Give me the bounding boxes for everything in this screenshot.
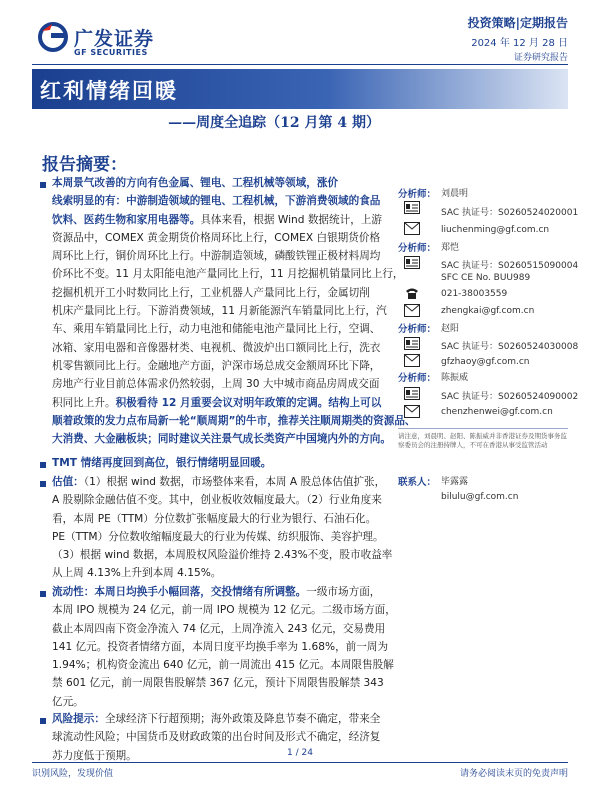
analyst-1-email[interactable]: liuchenming@gf.com.cn [441,225,550,235]
analyst-2-sfc: SFC CE No. BUU989 [441,273,531,283]
email-icon [404,304,420,317]
footer-divider [32,762,568,763]
paragraph-valuation [52,473,392,583]
report-date: 2024 年 12 月 28 日 [471,38,568,49]
analyst-4-sac: SAC 执证号：S0260524090002 [441,392,579,402]
text-line [52,357,416,375]
bullet-3 [40,481,46,487]
emphasis-text: 饮料、医药生物和家用电器等。 [52,213,201,226]
title-banner [32,69,568,109]
emphasis-text: 线索明显的有：中游制造领域的锂电、工程机械，下游消费领域的食品 [52,195,381,208]
bullet-1 [40,182,46,188]
text-line [52,265,416,283]
header-divider [32,64,568,65]
body-text: （1）根据 wind 数据，市场整体来看，本周 A 股总体估值扩张， [83,476,386,488]
body-text: 本周 IPO 规模为 24 亿元，前一周 IPO 规模为 12 亿元。二级市场方面， [52,604,396,617]
text-line [52,454,271,472]
text-line [52,284,416,302]
text-line [52,430,416,448]
analyst-4-role: 分析师： [398,373,437,384]
email-icon [404,222,420,235]
text-line [52,174,416,192]
text-line [52,656,396,674]
analyst-1-sac: SAC 执证号：S0260524020001 [441,208,579,218]
id-card-icon [404,387,420,400]
analyst-3-email[interactable]: gfzhaoy@gf.com.cn [441,357,530,367]
text-line [52,601,396,619]
text-line [52,564,392,582]
gf-logo [38,22,208,58]
contact-role: 联系人： [398,477,437,488]
analyst-2-email[interactable]: zhengkai@gf.com.cn [441,306,535,316]
body-text: 挖掘机机开工小时数同比上行，工业机器人产量同比上行，金属切削 [52,286,370,299]
paragraph-liquidity [52,583,396,711]
abstract-heading: 报告摘要： [42,155,127,175]
id-card-icon [404,337,420,350]
body-text: 具体来看，根据 Wind 数据统计，上游 [200,213,382,226]
email-icon [404,354,420,367]
body-text: 机床产量同比上行。下游消费领域，11 月新能源汽车销量同比上行，汽 [52,305,387,318]
body-text: 积同比上升。 [52,396,116,409]
contact-email[interactable]: bilulu@gf.com.cn [441,492,519,502]
text-line [52,394,416,412]
logo-chinese-text: 广发证券 [74,28,155,50]
body-text: 1.94%；机构资金流出 640 亿元，前一周流出 415 亿元。本周限售股解 [52,659,394,672]
body-text: 禁 601 亿元，前一周限售股解禁 367 亿元，预计下周限售股解禁 343 [52,677,384,690]
text-line [52,583,396,601]
body-text: 141 亿元。投资者情绪方面，本周日度平均换手率为 1.68%，前一周为 [52,640,389,653]
report-department: 证券研究报告 [513,53,568,63]
text-line [52,375,416,393]
analyst-2-sac: SAC 执证号：S0260515090004 [441,261,579,271]
text-line [52,693,396,711]
emphasis-text: 本周景气改善的方向有色金属、锂电、工程机械等领域，涨价 [52,177,339,189]
text-line [52,229,416,247]
email-icon [404,405,420,418]
page-number: 1 / 24 [287,748,313,758]
footer-slogan: 识别风险，发现价值 [32,769,114,779]
body-text: 价环比不变。11 月太阳能电池产量同比上行，11 月挖掘机销量同比上行， [52,268,404,281]
analyst-4-name: 陈振威 [441,373,469,383]
text-line [52,710,380,728]
text-line [52,211,416,229]
report-type: 投资策略|定期报告 [467,16,568,30]
analyst-2-phone: 021-38003559 [441,289,508,299]
analyst-4-email[interactable]: chenzhenwei@gf.com.cn [441,407,553,417]
id-card-icon [404,201,420,214]
contact-name: 毕露露 [441,477,469,487]
body-text: 全球经济下行超预期；海外政策及降息节奏不确定，带来全 [104,713,381,725]
phone-icon [404,287,420,300]
analyst-3-sac: SAC 执证号：S0260524030008 [441,342,579,352]
analyst-1-name: 刘晨明 [441,189,469,199]
text-line [52,339,416,357]
body-text: 从上周 4.13%上升到本周 4.15%。 [52,567,222,580]
body-text: 周环比上行，铜价周环比上行。中游制造领域，磷酸铁锂正极材料周均 [52,250,381,263]
text-line [52,302,416,320]
body-text: 截止本周四南下资金净流入 74 亿元，上周净流入 243 亿元，交易费用 [52,622,386,635]
bullet-5 [40,718,46,724]
paragraph-tmt [52,454,271,472]
body-text: 房地产行业目前总体需求仍然较弱，上周 30 大中城市商品房周成交面 [52,378,380,391]
text-line [52,528,392,546]
body-text: 球流动性风险；中国货币及财政政策的出台时间及形式不确定，经济复 [52,731,381,744]
body-text: 亿元。 [52,695,84,708]
text-line [52,320,416,338]
body-text: 苏力度低于预期。 [52,749,137,762]
text-line [52,546,392,564]
analyst-2-name: 郑恺 [441,243,460,253]
emphasis-text: 风险提示： [52,713,105,725]
text-line [52,491,392,509]
analyst-1-role: 分析师： [398,189,437,200]
body-text: PE（TTM）分位数收缩幅度最大的行业为传媒、纺织服饰、美容护理。 [52,530,384,543]
bullet-2 [40,462,46,468]
body-text: 看，本周 PE（TTM）分位数扩张幅度最大的行业为银行、石油石化。 [52,512,377,525]
analyst-3-name: 赵阳 [441,324,460,334]
bullet-4 [40,591,46,597]
text-line [52,510,392,528]
body-text: 一级市场方面， [306,586,381,598]
emphasis-text: TMT 情绪再度回到高位，银行情绪明显回暖。 [52,457,272,469]
body-text: 车、乘用车销量同比上行，动力电池和储能电池产量同比上行，空调、 [52,323,381,336]
analyst-2-role: 分析师： [398,243,437,254]
text-line [52,674,396,692]
emphasis-text: 估值： [52,476,84,488]
body-text: （3）根据 wind 数据，本周股权风险溢价维持 2.43%不变，股市收益率 [52,549,393,562]
body-text: A 股剔除金融估值不变。其中，创业板收效幅度最大。（2）行业角度来 [52,494,382,507]
emphasis-text: 流动性： [52,586,95,598]
analyst-3-role: 分析师： [398,324,437,335]
body-text: 机零售额同比上行。金融地产方面，沪深市场总成交金额周环比下降， [52,359,381,372]
text-line [52,620,396,638]
emphasis-text: 顺着政策的发力点布局新一轮“顺周期”的牛市，推荐关注顺周期类的资源品、 [52,414,416,427]
emphasis-text: 积极看待 12 月重要会议对明年政策的定调。结构上可以 [115,396,382,409]
text-line [52,412,416,430]
footer-disclaimer-link[interactable]: 请务必阅读末页的免责声明 [459,769,568,779]
logo-english-text: GF SECURITIES [74,48,148,57]
text-line [52,638,396,656]
paragraph-outlook [52,174,416,448]
id-card-icon [404,256,420,269]
emphasis-text: 本周日均换手小幅回落，交投情绪有所调整。 [94,586,307,598]
emphasis-text: 大消费、大金融板块；同时建议关注景气成长类资产中国境内外的方向。 [52,433,391,446]
text-line [52,473,392,491]
gf-logo-mark-icon [38,22,68,52]
text-line [52,247,416,265]
text-line [52,728,380,746]
report-title: 红利情绪回暖 [40,78,178,103]
body-text: 冰箱、家用电器和音像器材类、电视机、微波炉出口额同比上行，洗衣 [52,341,381,354]
body-text: 资源品中，COMEX 黄金期货价格周环比上行，COMEX 白银期货价格 [52,231,381,244]
analyst-divider [398,428,568,429]
disclaimer-note: 请注意，刘晨明、赵阳、陈振威并非香港证券及期货事务监察委员会的注册持牌人，不可在香港从事受监管活动 [398,432,567,449]
text-line [52,192,416,210]
report-subtitle: ——周度全追踪（12 月第 4 期） [168,115,380,131]
